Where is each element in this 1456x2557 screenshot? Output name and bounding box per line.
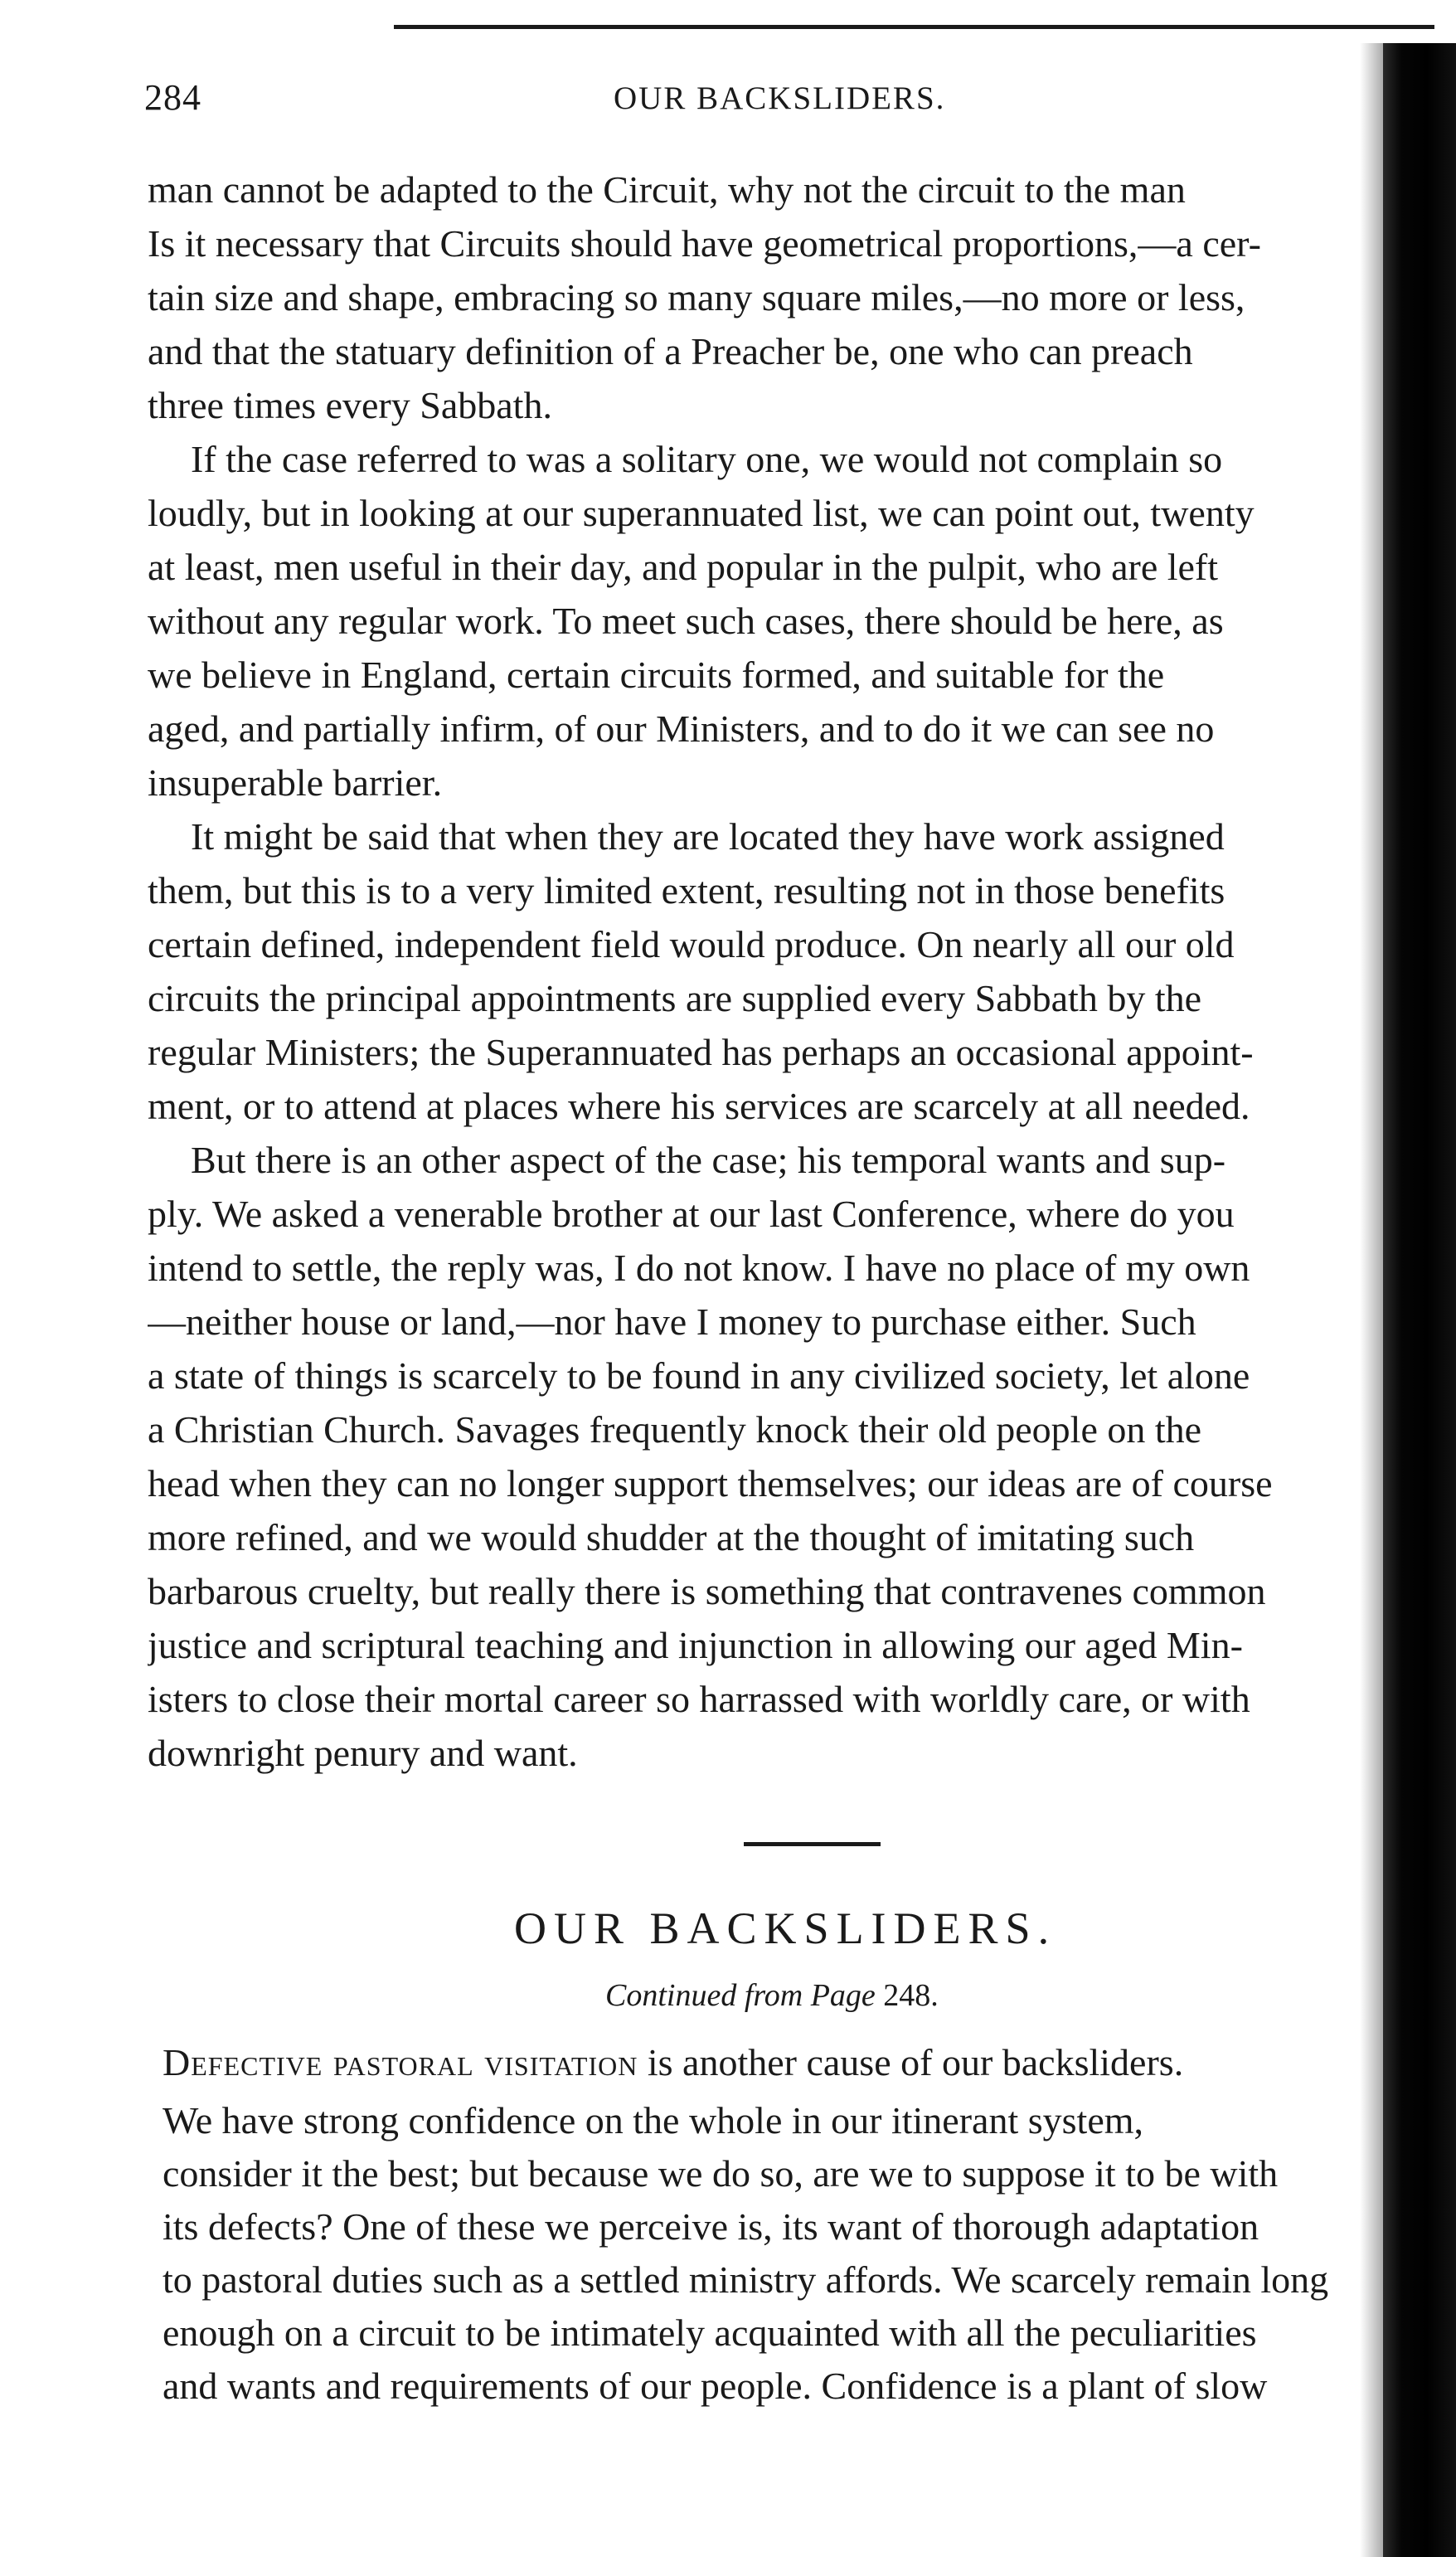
- text-line: circuits the principal appointments are supplied every Sabbath by the: [148, 977, 1202, 1019]
- text-line: We have strong confidence on the whole in our itinerant system,: [163, 2099, 1144, 2141]
- text-line: barbarous cruelty, but really there is something that contravenes common: [148, 1570, 1266, 1612]
- text-line: head when they can no longer support themselves; our ideas are of course: [148, 1462, 1273, 1505]
- text-line: loudly, but in looking at our superannuated list, we can point out, twenty: [148, 492, 1255, 534]
- text-line: consider it the best; but because we do so, are we to suppose it to be with: [163, 2152, 1279, 2195]
- text-line: its defects? One of these we perceive is, its want of thorough adaptation: [163, 2205, 1259, 2248]
- text-line: If the case referred to was a solitary one, we would not complain so: [191, 438, 1223, 480]
- continued-note: [605, 1977, 939, 2014]
- text-line: them, but this is to a very limited extent, resulting not in those benefits: [148, 869, 1225, 911]
- text-line: more refined, and we would shudder at the thought of imitating such: [148, 1516, 1195, 1558]
- text-line: to pastoral duties such as a settled ministry affords. We scarcely remain long: [163, 2258, 1329, 2301]
- text-line: ment, or to attend at places where his services are scarcely at all needed.: [148, 1085, 1250, 1127]
- article-body: [163, 2036, 1423, 2413]
- text-line: at least, men useful in their day, and popular in the pulpit, who are left: [148, 546, 1219, 588]
- text-line: But there is an other aspect of the case; his temporal wants and sup-: [191, 1139, 1226, 1181]
- text-line: insuperable barrier.: [148, 761, 443, 804]
- text-line: a state of things is scarcely to be found in any civilized society, let alone: [148, 1354, 1250, 1397]
- article-continuation: [148, 163, 1408, 1780]
- running-head: OUR BACKSLIDERS.: [614, 80, 946, 116]
- text-line: regular Ministers; the Superannuated has perhaps an occasional appoint-: [148, 1031, 1254, 1073]
- text-line: ply. We asked a venerable brother at our last Conference, where do you: [148, 1193, 1235, 1235]
- text-line: a Christian Church. Savages frequently knock their old people on the: [148, 1408, 1202, 1451]
- page-number: 284: [144, 77, 201, 118]
- text-line: Is it necessary that Circuits should have geometrical proportions,—a cer-: [148, 222, 1261, 265]
- text-line: downright penury and want.: [148, 1732, 578, 1774]
- text-line: —neither house or land,—nor have I money to purchase either. Such: [148, 1300, 1196, 1343]
- top-rule: [394, 25, 1434, 29]
- text-line: without any regular work. To meet such cases, there should be here, as: [148, 600, 1224, 642]
- continued-text: Continued from Page: [605, 1978, 876, 2013]
- text-line: three times every Sabbath.: [148, 384, 552, 426]
- text-line: intend to settle, the reply was, I do not know. I have no place of my own: [148, 1247, 1250, 1289]
- text-line: and that the statuary definition of a Preacher be, one who can preach: [148, 330, 1193, 372]
- text-line: certain defined, independent field would produce. On nearly all our old: [148, 923, 1235, 965]
- text-line: aged, and partially infirm, of our Ministers, and to do it we can see no: [148, 707, 1215, 750]
- text-line: man cannot be adapted to the Circuit, why not the circuit to the man: [148, 168, 1186, 211]
- text-line: It might be said that when they are located they have work assigned: [191, 815, 1225, 858]
- text-line: isters to close their mortal career so harrassed with worldly care, or with: [148, 1678, 1250, 1720]
- section-title: OUR BACKSLIDERS.: [514, 1903, 1057, 1953]
- text-line: and wants and requirements of our people. Confidence is a plant of slow: [163, 2365, 1268, 2407]
- text-line: we believe in England, certain circuits formed, and suitable for the: [148, 654, 1165, 696]
- text-line: justice and scriptural teaching and injunction in allowing our aged Min-: [148, 1624, 1243, 1666]
- section-divider: [744, 1842, 881, 1846]
- lead-rest: is another cause of our backsliders.: [638, 2041, 1184, 2083]
- text-line: enough on a circuit to be intimately acquainted with all the peculiarities: [163, 2312, 1257, 2354]
- text-line: tain size and shape, embracing so many square miles,—no more or less,: [148, 276, 1245, 318]
- continued-page: 248.: [883, 1978, 939, 2013]
- lead-smallcaps: Defective pastoral visitation: [163, 2041, 638, 2083]
- lead-line: [163, 2036, 1423, 2089]
